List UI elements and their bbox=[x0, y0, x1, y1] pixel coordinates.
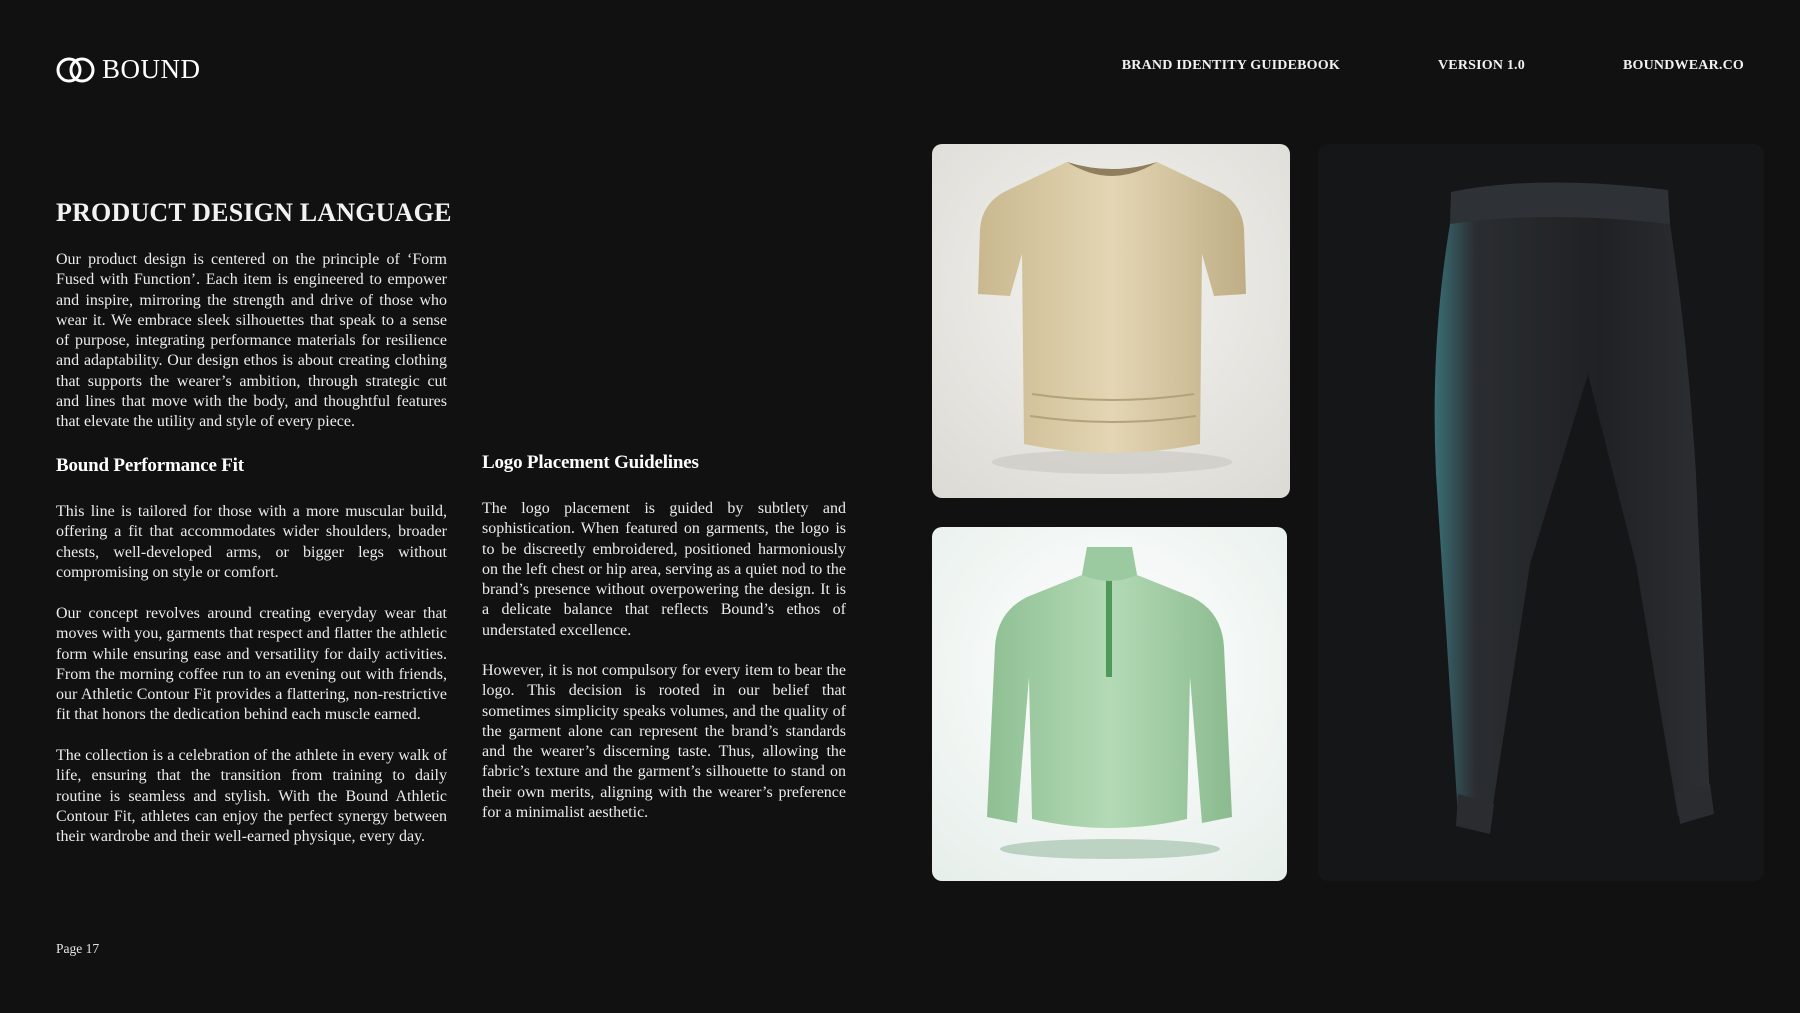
fit-section-title: Bound Performance Fit bbox=[56, 455, 244, 476]
page-number: Page 17 bbox=[56, 941, 100, 956]
brand-logo bbox=[56, 54, 201, 85]
nav-version: VERSION 1.0 bbox=[1437, 58, 1525, 73]
quarter-zip-icon bbox=[932, 527, 1287, 881]
joggers-icon bbox=[1318, 144, 1764, 881]
quarter-zip-image-card bbox=[932, 527, 1287, 881]
logo-guidelines-paragraph-1: The logo placement is guided by subtlety and sophistication. When featured on garments, the logo is to be discreetly embroidered, positioned harmoniously on the left chest or hip area, serving as a quiet nod to the brand’s presence without overpowering the design. It is a delicate balance that reflects Bound’s ethos of understated excellence. bbox=[482, 500, 846, 639]
intro-paragraph: Our product design is centered on the principle of ‘Form Fused with Function’. Each item is engineered to empower and inspire, mirroring the strength and drive of those who wear it. We embrace sleek silhouettes that speak to a sense of purpose, integrating performance materials for resilience and adaptability. Our design ethos is about creating clothing that supports the wearer’s ambition, through strategic cut and lines that move with the body, and thoughtful features that elevate the utility and style of every piece. bbox=[56, 251, 447, 431]
top-nav bbox=[1122, 58, 1744, 74]
fit-paragraph-2: Our concept revolves around creating everyday wear that moves with you, garments that respect and flatter the athletic form while ensuring ease and versatility for daily activities. From the morning coffee run to an evening out with friends, our Athletic Contour Fit provides a flattering, non-restrictive fit that honors the dedication behind each muscle earned. bbox=[56, 605, 447, 724]
fit-paragraph-1: This line is tailored for those with a more muscular build, offering a fit that accommodates wider shoulders, broader chests, well-developed arms, or bigger legs without compromising on style or comfort. bbox=[56, 503, 447, 581]
brand-name: BOUND bbox=[102, 54, 201, 84]
fit-paragraph-3: The collection is a celebration of the athlete in every walk of life, ensuring that the transition from training to daily routine is seamless and stylish. With the Bound Athletic Contour Fit, athletes can enjoy the perfect synergy between their wardrobe and their well-earned physique, every day. bbox=[56, 747, 447, 846]
page-title: PRODUCT DESIGN LANGUAGE bbox=[56, 198, 452, 227]
tshirt-image-card bbox=[932, 144, 1290, 498]
nav-guidebook: BRAND IDENTITY GUIDEBOOK bbox=[1121, 58, 1340, 73]
nav-website: BOUNDWEAR.CO bbox=[1622, 58, 1744, 73]
tshirt-icon bbox=[932, 144, 1290, 498]
bound-logo-icon bbox=[56, 56, 96, 84]
logo-guidelines-paragraph-2: However, it is not compulsory for every item to bear the logo. This decision is rooted in our belief that sometimes simplicity speaks volumes, and the quality of the garment alone can represent the brand’s standards and the wearer’s discerning taste. Thus, allowing the fabric’s texture and the garment’s silhouette to stand on their own merits, aligning with the wearer’s preference for a minimalist aesthetic. bbox=[482, 662, 846, 822]
joggers-image-card bbox=[1318, 144, 1764, 881]
logo-guidelines-title: Logo Placement Guidelines bbox=[482, 452, 699, 473]
